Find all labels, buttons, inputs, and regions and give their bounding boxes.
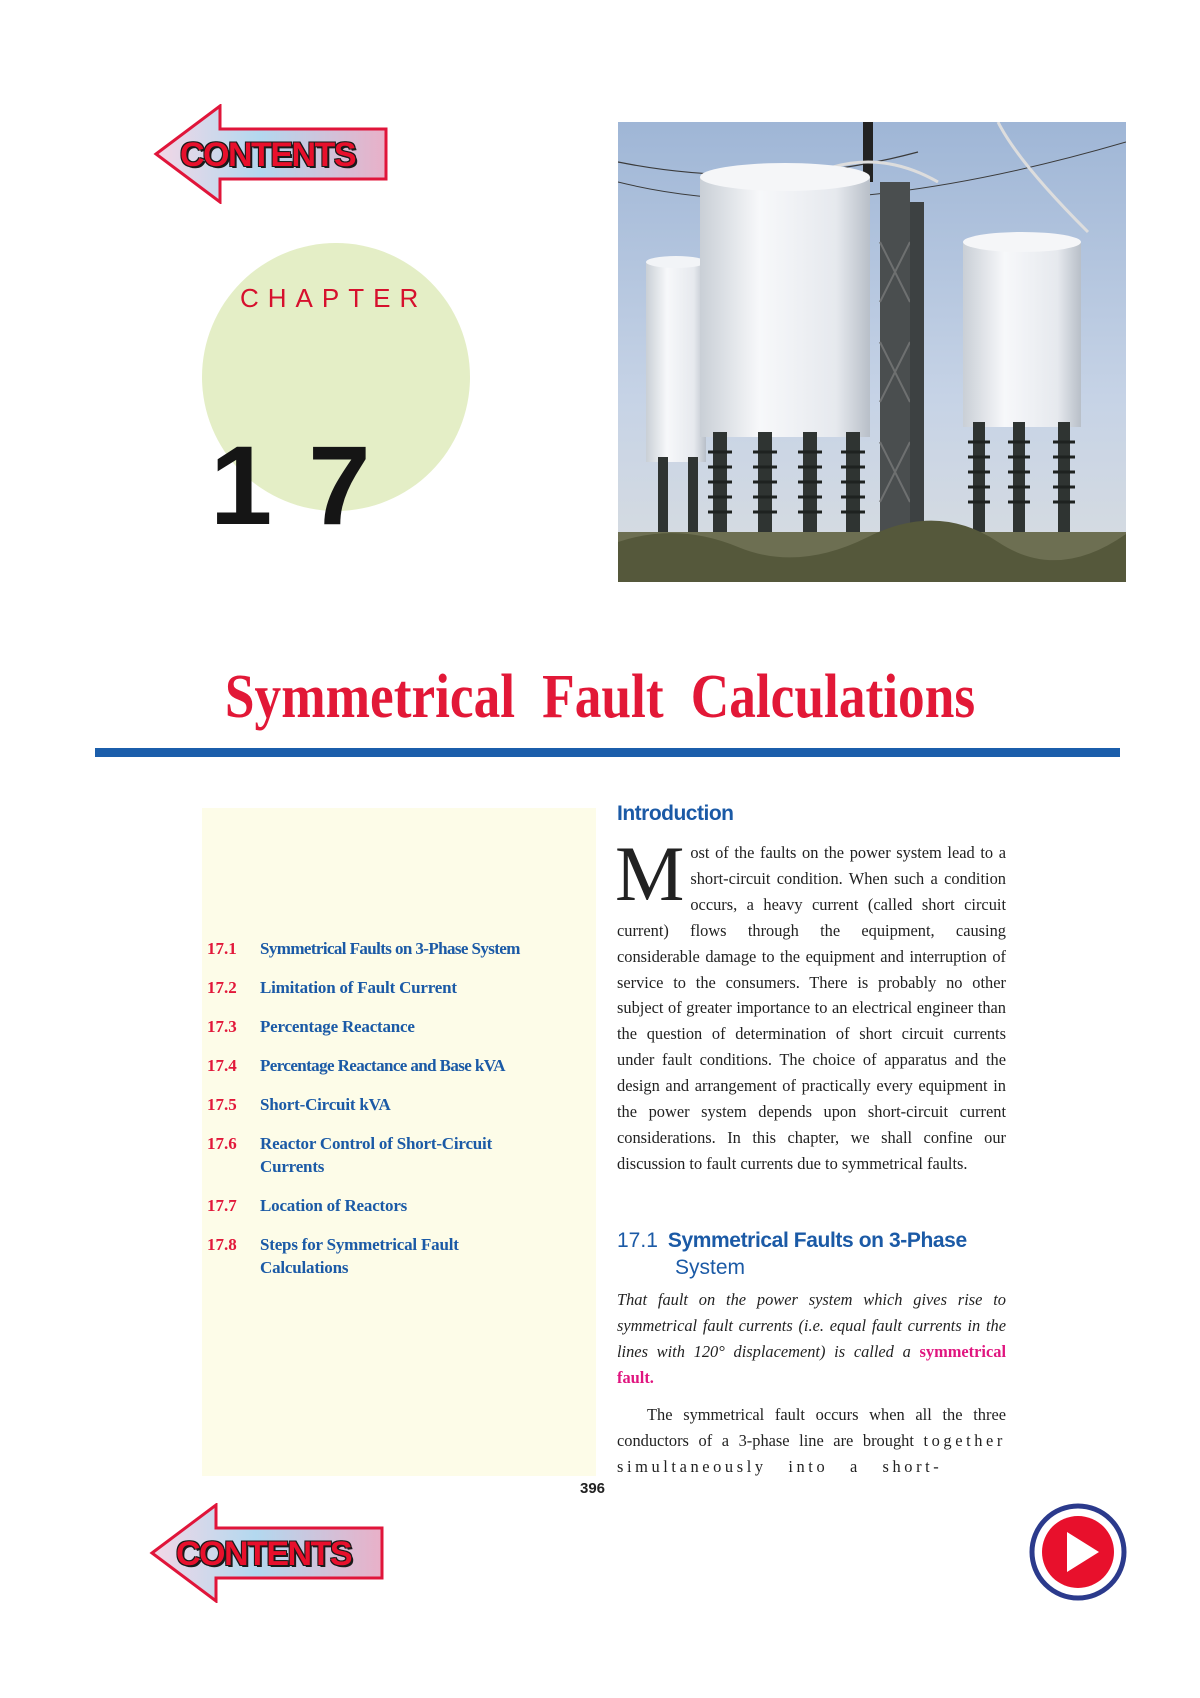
title-divider (95, 748, 1120, 757)
reactor-photo-image (618, 122, 1126, 582)
chapter-title: Symmetrical Fault Calculations (224, 663, 976, 731)
chapter-photo (618, 122, 1126, 582)
page-number: 396 (580, 1480, 606, 1497)
toc-item[interactable]: 17.1 Symmetrical Faults on 3-Phase System (207, 939, 520, 958)
chapter-number: 17 (210, 423, 407, 548)
body-text-tail: together simultaneously into a short- (617, 1430, 1006, 1476)
play-icon (1029, 1503, 1127, 1601)
next-page-button[interactable] (1029, 1503, 1127, 1601)
body-text: The symmetrical fault occurs when all the three conductors of a 3-phase line are brought (617, 1405, 1006, 1450)
definition-term: symmetrical fault. (617, 1341, 1006, 1387)
intro-heading: Introduction (617, 802, 734, 825)
toc-item[interactable]: 17.3 Percentage Reactance (207, 1017, 415, 1036)
definition-text: That fault on the power system which gives rise to symmetrical fault currents (i.e. equal fault currents in the lines with 120° displacement) is called a (617, 1290, 1006, 1361)
contents-label: CONTENTS (180, 136, 355, 174)
intro-text: ost of the faults on the power system lead to a short-circuit condition. When such a condition occurs, a heavy current (called short circuit current) flows through the equipment, causing considerable damage to the equipment and interruption of service to the consumers. There is probably no other subject of greater importance to an electrical engineer than the question of determination of short circuit currents under fault conditions. The choice of apparatus and the design and arrangement of practically every equipment in the power system depends upon short-circuit current considerations. In this chapter, we shall confine our discussion to fault currents due to symmetrical faults. (617, 843, 1006, 1173)
definition-paragraph (617, 1287, 1006, 1391)
toc-list (207, 937, 597, 1295)
section-title-cont: System (675, 1256, 746, 1279)
toc-item[interactable]: 17.8 Steps for Symmetrical Fault Calculations (207, 1235, 459, 1277)
intro-paragraph (615, 830, 1006, 1177)
contents-label: CONTENTS (176, 1535, 351, 1573)
contents-button-bottom[interactable] (146, 1503, 386, 1603)
toc-item[interactable]: 17.6 Reactor Control of Short-Circuit Currents (207, 1134, 493, 1176)
toc-item[interactable]: 17.4 Percentage Reactance and Base kVA (207, 1056, 505, 1075)
contents-button-top[interactable] (150, 104, 390, 204)
chapter-label: CHAPTER (240, 283, 428, 313)
toc-item[interactable]: 17.5 Short-Circuit kVA (207, 1095, 391, 1114)
section-title: Symmetrical Faults on 3-Phase (667, 1229, 967, 1252)
section-heading (617, 1227, 1006, 1281)
section-number: 17.1 (617, 1229, 658, 1252)
dropcap: M (615, 830, 685, 917)
body-paragraph (617, 1402, 1006, 1480)
toc-item[interactable]: 17.2 Limitation of Fault Current (207, 978, 457, 997)
toc-item[interactable]: 17.7 Location of Reactors (207, 1196, 408, 1215)
